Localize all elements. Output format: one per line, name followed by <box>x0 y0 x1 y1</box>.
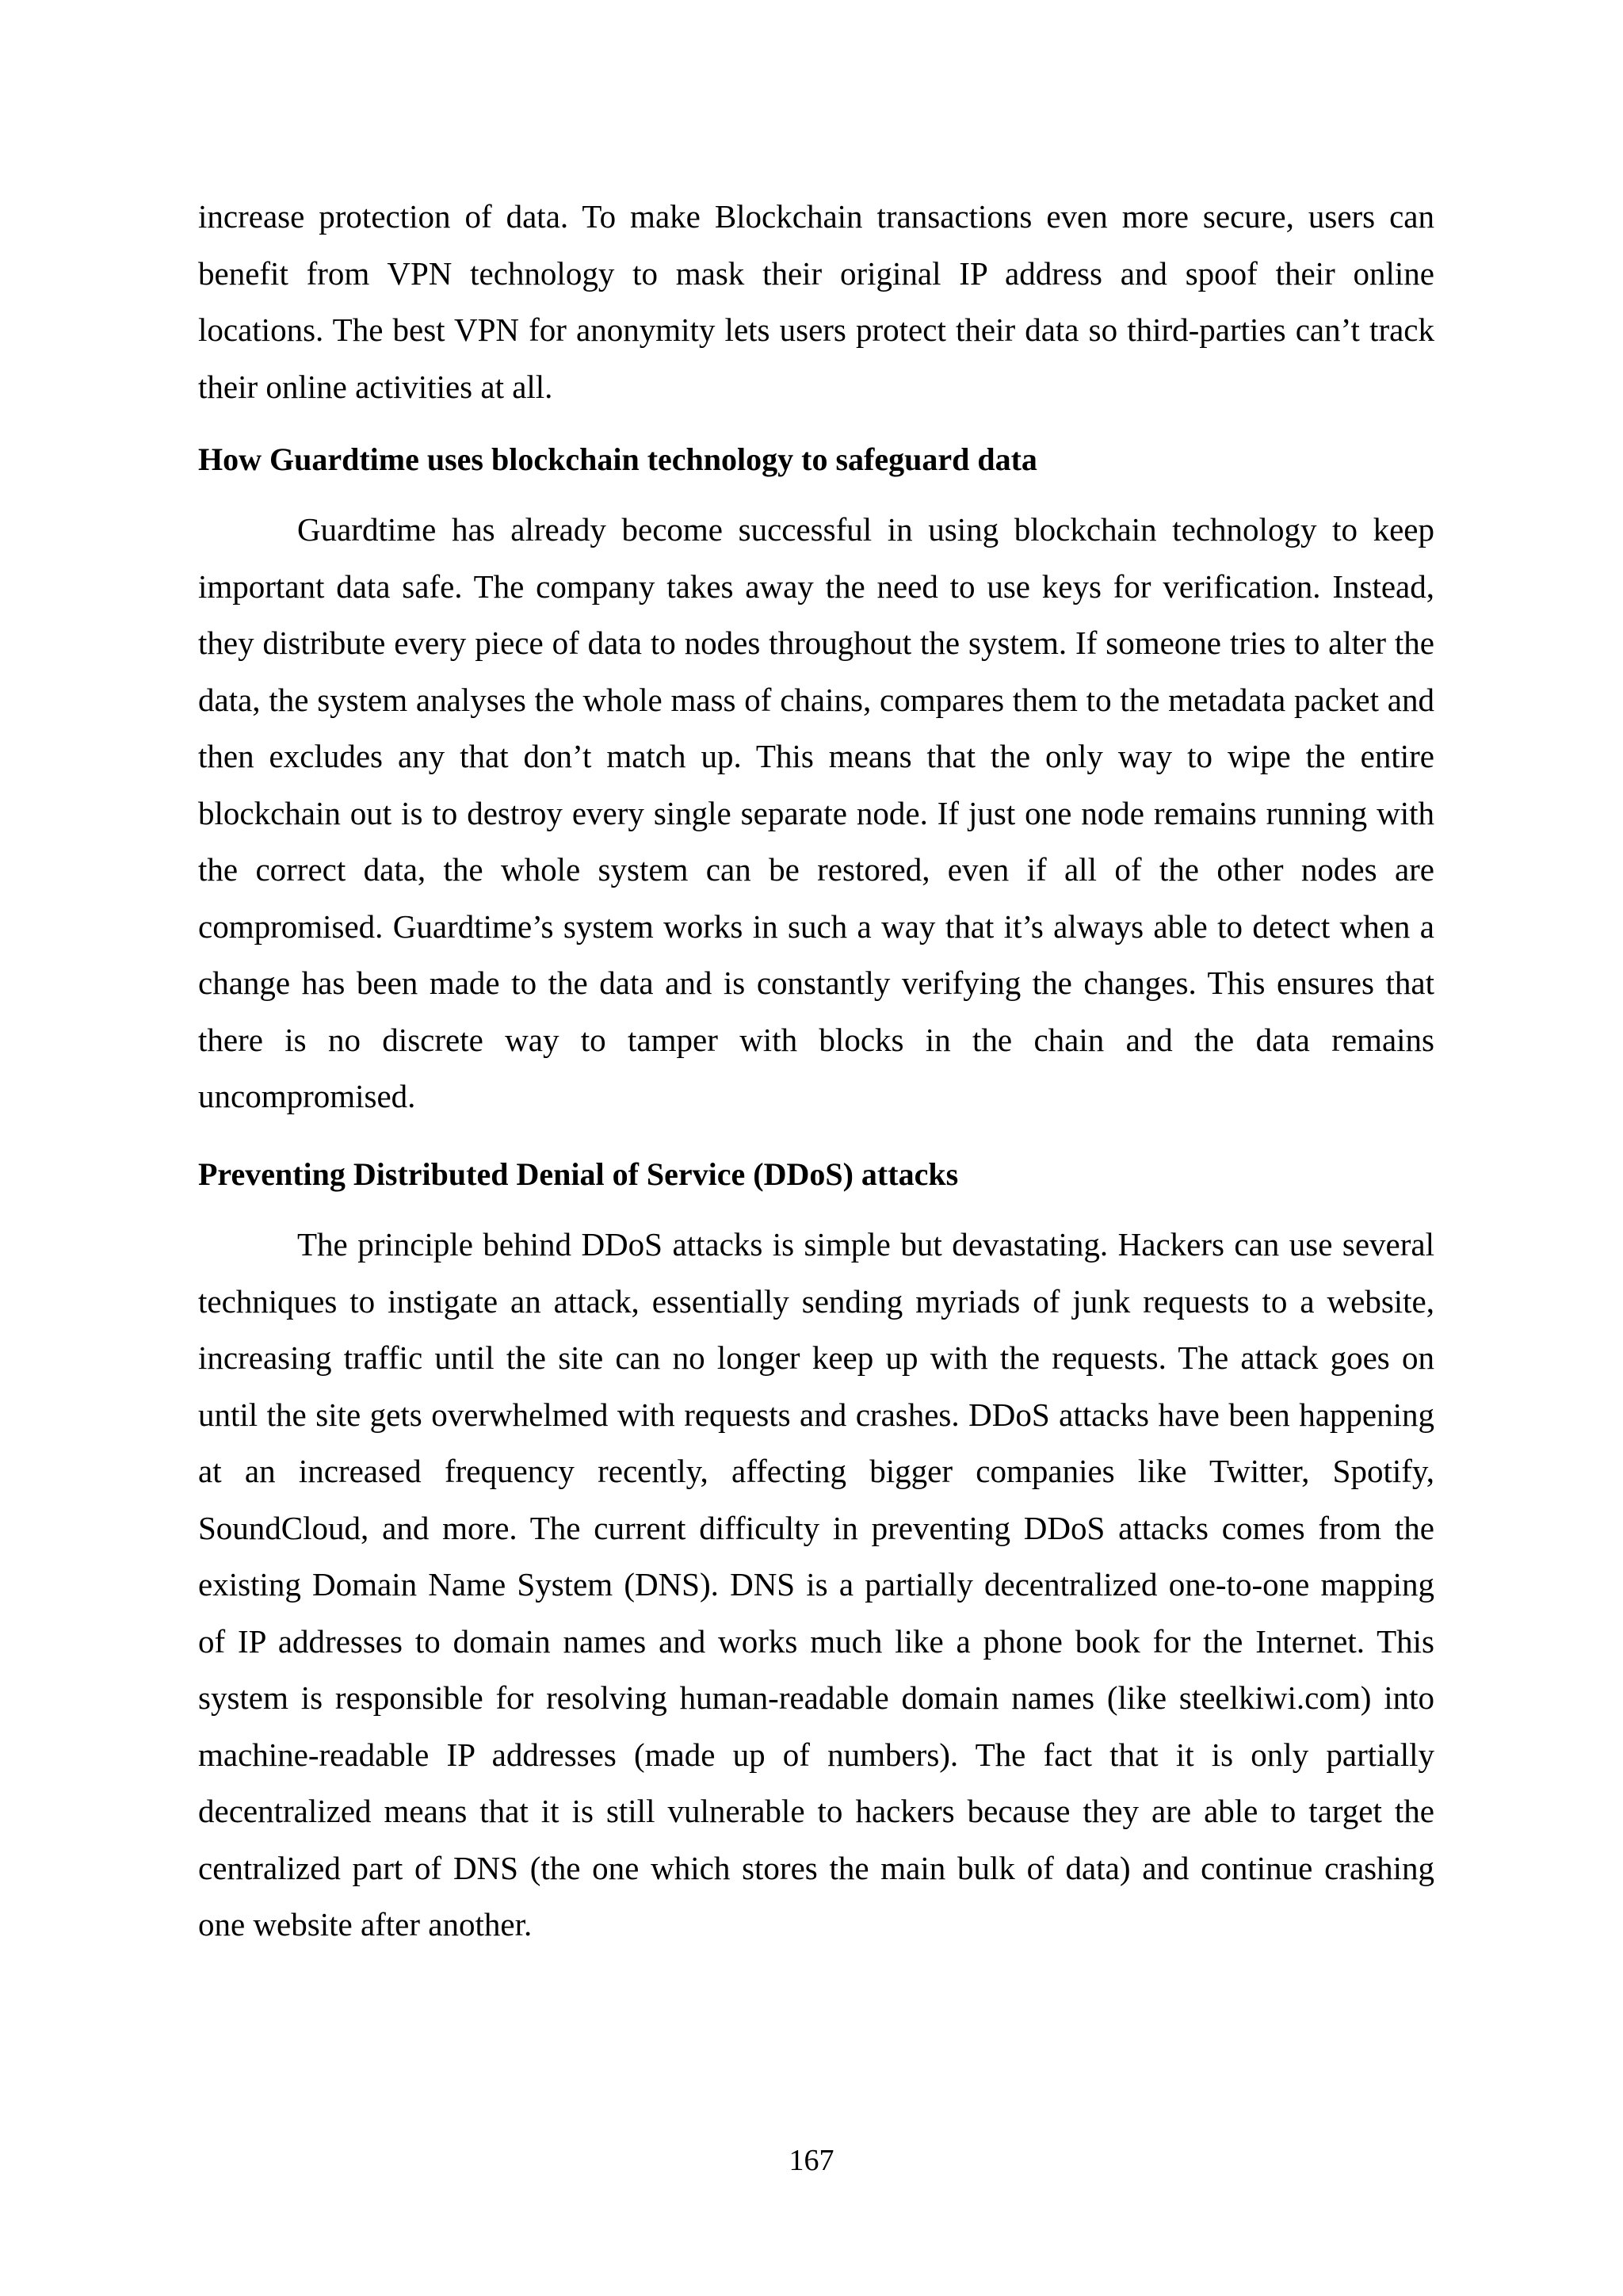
page-number: 167 <box>789 2144 834 2177</box>
body-paragraph: The principle behind DDoS attacks is simple but devastating. Hackers can use several techniques to instigate an attack, essentially sending myriads of junk requests to a website, increasing traffic until the site can no longer keep up with the requests. The attack goes on until the site gets overwhelmed with requests and crashes. DDoS attacks have been happening at an increased frequency recently, affecting bigger companies like Twitter, Spotify, SoundCloud, and more. The current difficulty in preventing DDoS attacks comes from the existing Domain Name System (DNS). DNS is a partially decentralized one-to-one mapping of IP addresses to domain names and works much like a phone book for the Internet. This system is responsible for resolving human-readable domain names (like steelkiwi.com) into machine-readable IP addresses (made up of numbers). The fact that it is only partially decentralized means that it is still vulnerable to hackers because they are able to target the centralized part of DNS (the one which stores the main bulk of data) and continue crashing one website after another. <box>198 1226 1434 1943</box>
section-heading: How Guardtime uses blockchain technology to safeguard data <box>198 441 1037 477</box>
section-heading: Preventing Distributed Denial of Service (DDoS) attacks <box>198 1156 959 1192</box>
body-paragraph: increase protection of data. To make Blockchain transactions even more secure, users can benefit from VPN technology to mask their original IP address and spoof their online locations. The best VPN for anonymity lets users protect their data so third-parties can’t track their online activities at all. <box>198 198 1434 405</box>
body-paragraph: Guardtime has already become successful in using blockchain technology to keep important data safe. The company takes away the need to use keys for verification. Instead, they distribute every piece of data to nodes throughout the system. If someone tries to alter the data, the system analyses the whole mass of chains, compares them to the metadata packet and then excludes any that don’t match up. This means that the only way to wipe the entire blockchain out is to destroy every single separate node. If just one node remains running with the correct data, the whole system can be restored, even if all of the other nodes are compromised. Guardtime’s system works in such a way that it’s always able to detect when a change has been made to the data and is constantly verifying the changes. This ensures that there is no discrete way to tamper with blocks in the chain and the data remains uncompromised. <box>198 511 1434 1114</box>
